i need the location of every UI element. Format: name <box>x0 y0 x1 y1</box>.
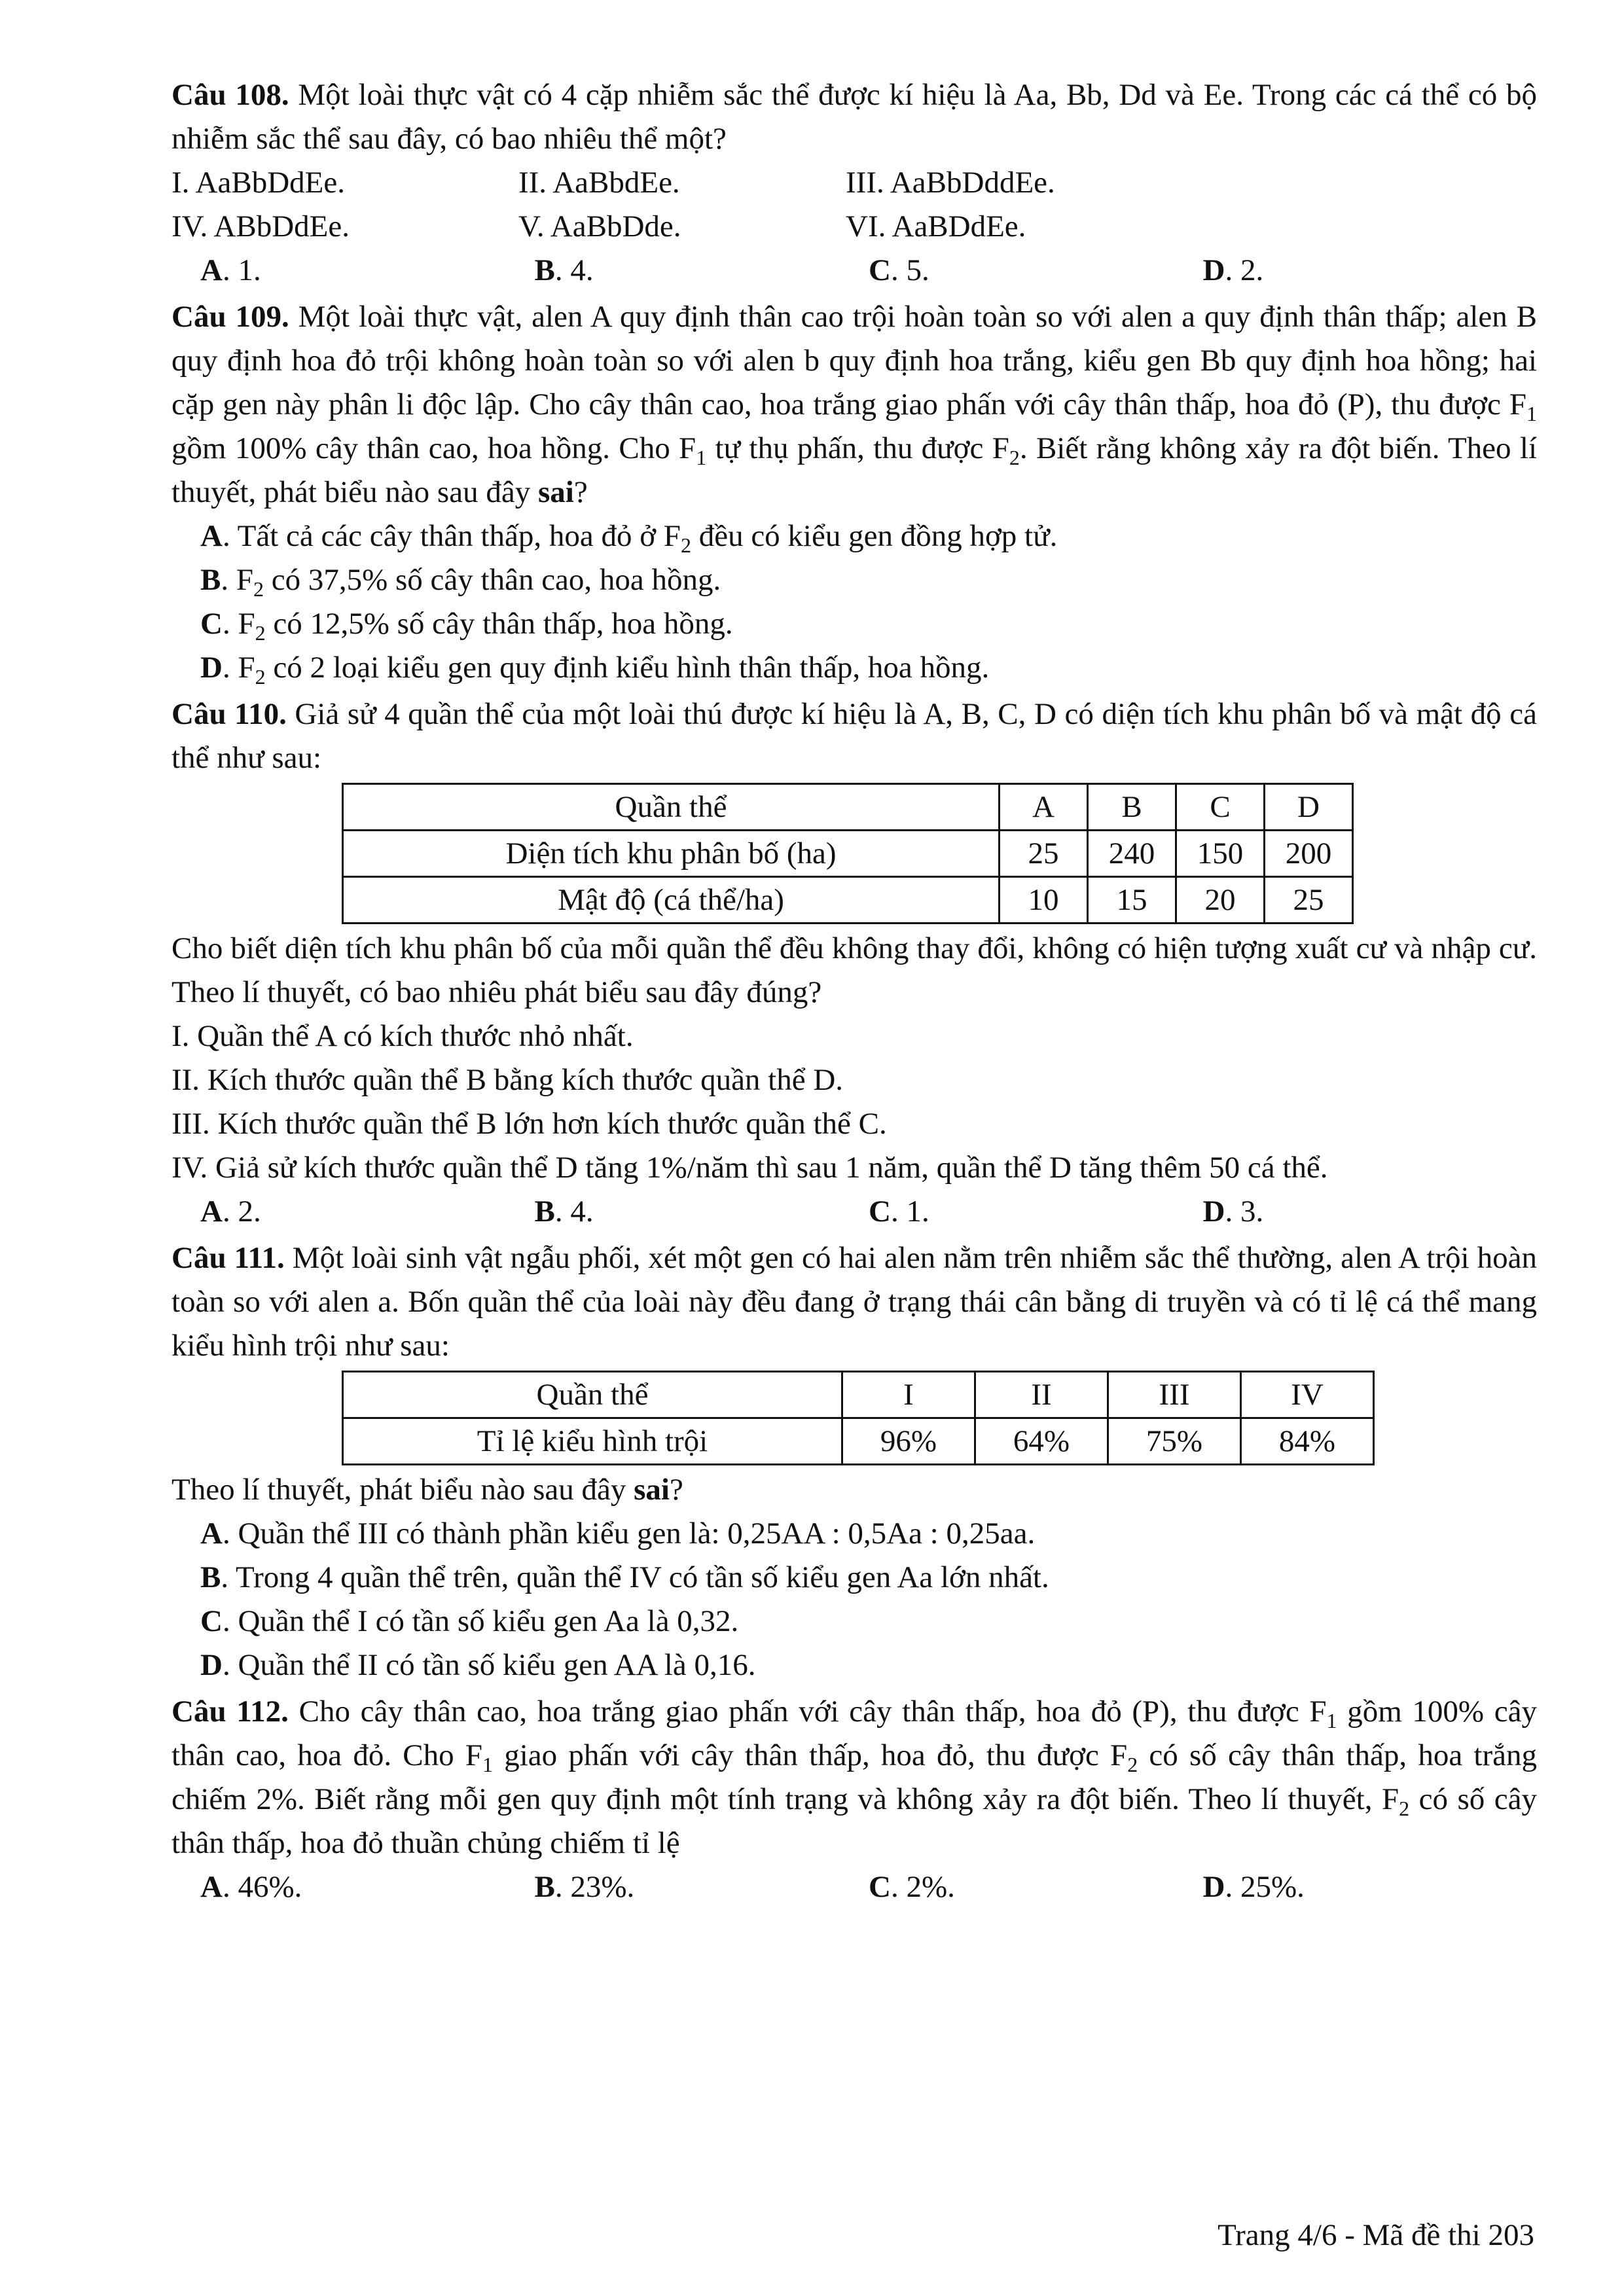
answer-options <box>171 1865 1537 1909</box>
question-text-continued: Cho biết diện tích khu phân bố của mỗi quần thể đều không thay đổi, không có hiện tượng xuất cư và nhập cư. Theo lí thuyết, có bao nhiêu phát biểu sau đây đúng? <box>171 931 1537 1009</box>
answer-options <box>171 249 1537 293</box>
option-a: A. Tất cả các cây thân thấp, hoa đỏ ở $F_2$ đều có kiểu gen đồng hợp tử. <box>200 519 1058 557</box>
statement: II. Kích thước quần thể B bằng kích thước quần thể D. <box>171 1063 844 1097</box>
option-d: D. $F_2$ có 2 loại kiểu gen quy định kiểu hình thân thấp, hoa hồng. <box>200 651 990 689</box>
item: V. AaBbDde. <box>518 209 681 243</box>
table-cell: 20 <box>1176 877 1265 924</box>
table-cell: 10 <box>1000 877 1088 924</box>
option-c: C. 5. <box>869 253 929 287</box>
table-cell: B <box>1088 784 1176 831</box>
table-cell: 25 <box>1000 831 1088 877</box>
item: I. AaBbDdEe. <box>171 166 345 200</box>
table-cell: Quần thể <box>343 1372 842 1418</box>
statement: III. Kích thước quần thể B lớn hơn kích thước quần thể C. <box>171 1107 887 1141</box>
option-a: A. 46%. <box>200 1870 302 1904</box>
table-header-row <box>343 1372 1374 1418</box>
page-footer: Trang 4/6 - Mã đề thi 203 <box>1218 2218 1534 2252</box>
phenotype-table <box>342 1371 1375 1465</box>
option-c: C. $F_2$ có 12,5% số cây thân thấp, hoa hồng. <box>200 607 733 645</box>
item: IV. ABbDdEe. <box>171 209 350 243</box>
item: VI. AaBDdEe. <box>846 209 1026 243</box>
item-row <box>171 161 1537 205</box>
table-cell: D <box>1265 784 1353 831</box>
table-cell: 240 <box>1088 831 1176 877</box>
option-a: A. 1. <box>200 253 261 287</box>
table-cell: I <box>842 1372 975 1418</box>
table-cell: IV <box>1241 1372 1374 1418</box>
question-112 <box>171 1690 1537 1909</box>
table-row <box>343 831 1353 877</box>
answer-options <box>171 1190 1537 1234</box>
option-d: D. 2. <box>1202 253 1264 287</box>
table-cell: Diện tích khu phân bố (ha) <box>343 831 1000 877</box>
question-108 <box>171 73 1537 293</box>
table-cell: 15 <box>1088 877 1176 924</box>
question-label: Câu 109. <box>171 300 289 334</box>
question-text: Câu 112. Cho cây thân cao, hoa trắng giao phấn với cây thân thấp, hoa đỏ (P), thu được $F_1$ gồm 100% cây thân cao, hoa đỏ. Cho $F_1$ giao phấn với cây thân thấp, hoa đỏ, thu được $F_2$ có số cây thân thấp, hoa trắng chiếm 2%. Biết rằng mỗi gen quy định một tính trạng và không xảy ra đột biến. Theo lí thuyết, $F_2$ có số cây thân thấp, hoa đỏ thuần chủng chiếm tỉ lệ <box>171 1695 1537 1860</box>
exam-page <box>171 73 1537 1912</box>
item: II. AaBbdEe. <box>518 166 680 200</box>
question-label: Câu 110. <box>171 697 287 731</box>
table-cell: III <box>1108 1372 1241 1418</box>
question-text-continued: Theo lí thuyết, phát biểu nào sau đây sai? <box>171 1473 683 1507</box>
question-text: Câu 109. Một loài thực vật, alen A quy định thân cao trội hoàn toàn so với alen a quy định thân thấp; alen B quy định hoa đỏ trội không hoàn toàn so với alen b quy định hoa trắng, kiểu gen Bb quy định hoa hồng; hai cặp gen này phân li độc lập. Cho cây thân cao, hoa trắng giao phấn với cây thân thấp, hoa đỏ (P), thu được $F_1$ gồm 100% cây thân cao, hoa hồng. Cho $F_1$ tự thụ phấn, thu được $F_2$. Biết rằng không xảy ra đột biến. Theo lí thuyết, phát biểu nào sau đây sai? <box>171 300 1537 509</box>
table-cell: II <box>975 1372 1108 1418</box>
population-table <box>342 783 1354 924</box>
table-cell: Mật độ (cá thể/ha) <box>343 877 1000 924</box>
question-text: Câu 111. Một loài sinh vật ngẫu phối, xét một gen có hai alen nằm trên nhiễm sắc thể thường, alen A trội hoàn toàn so với alen a. Bốn quần thể của loài này đều đang ở trạng thái cân bằng di truyền và có tỉ lệ cá thể mang kiểu hình trội như sau: <box>171 1241 1537 1363</box>
option-b: B. Trong 4 quần thể trên, quần thể IV có tần số kiểu gen Aa lớn nhất. <box>200 1560 1049 1594</box>
table-cell: 150 <box>1176 831 1265 877</box>
option-a: A. 2. <box>200 1194 261 1229</box>
table-cell: Tỉ lệ kiểu hình trội <box>343 1418 842 1465</box>
statement: IV. Giả sử kích thước quần thể D tăng 1%/năm thì sau 1 năm, quần thể D tăng thêm 50 cá thể. <box>171 1151 1328 1185</box>
table-cell: Quần thể <box>343 784 1000 831</box>
table-cell: 25 <box>1265 877 1353 924</box>
item: III. AaBbDddEe. <box>846 166 1055 200</box>
table-cell: 200 <box>1265 831 1353 877</box>
table-row <box>343 877 1353 924</box>
question-109 <box>171 295 1537 690</box>
option-d: D. Quần thể II có tần số kiểu gen AA là 0,16. <box>200 1648 756 1682</box>
question-label: Câu 111. <box>171 1241 285 1275</box>
question-text: Câu 108. Một loài thực vật có 4 cặp nhiễm sắc thể được kí hiệu là Aa, Bb, Dd và Ee. Trong các cá thể có bộ nhiễm sắc thể sau đây, có bao nhiêu thể một? <box>171 78 1537 156</box>
option-b: B. $F_2$ có 37,5% số cây thân cao, hoa hồng. <box>200 563 721 601</box>
statement: I. Quần thể A có kích thước nhỏ nhất. <box>171 1019 634 1053</box>
question-text: Câu 110. Giả sử 4 quần thể của một loài thú được kí hiệu là A, B, C, D có diện tích khu phân bố và mật độ cá thể như sau: <box>171 697 1537 775</box>
table-row <box>343 1418 1374 1465</box>
option-a: A. Quần thể III có thành phần kiểu gen là: 0,25AA : 0,5Aa : 0,25aa. <box>200 1516 1036 1551</box>
option-c: C. Quần thể I có tần số kiểu gen Aa là 0,32. <box>200 1604 739 1638</box>
table-cell: C <box>1176 784 1265 831</box>
option-c: C. 1. <box>869 1194 929 1229</box>
option-c: C. 2%. <box>869 1870 955 1904</box>
option-b: B. 4. <box>534 1194 594 1229</box>
option-d: D. 25%. <box>1202 1870 1305 1904</box>
table-cell: 64% <box>975 1418 1108 1465</box>
question-label: Câu 112. <box>171 1695 289 1729</box>
question-111 <box>171 1236 1537 1687</box>
question-label: Câu 108. <box>171 78 289 112</box>
option-b: B. 23%. <box>534 1870 635 1904</box>
table-header-row <box>343 784 1353 831</box>
item-row <box>171 205 1537 249</box>
table-cell: 96% <box>842 1418 975 1465</box>
table-cell: A <box>1000 784 1088 831</box>
table-cell: 84% <box>1241 1418 1374 1465</box>
option-b: B. 4. <box>534 253 594 287</box>
question-110 <box>171 692 1537 1234</box>
table-cell: 75% <box>1108 1418 1241 1465</box>
option-d: D. 3. <box>1202 1194 1264 1229</box>
